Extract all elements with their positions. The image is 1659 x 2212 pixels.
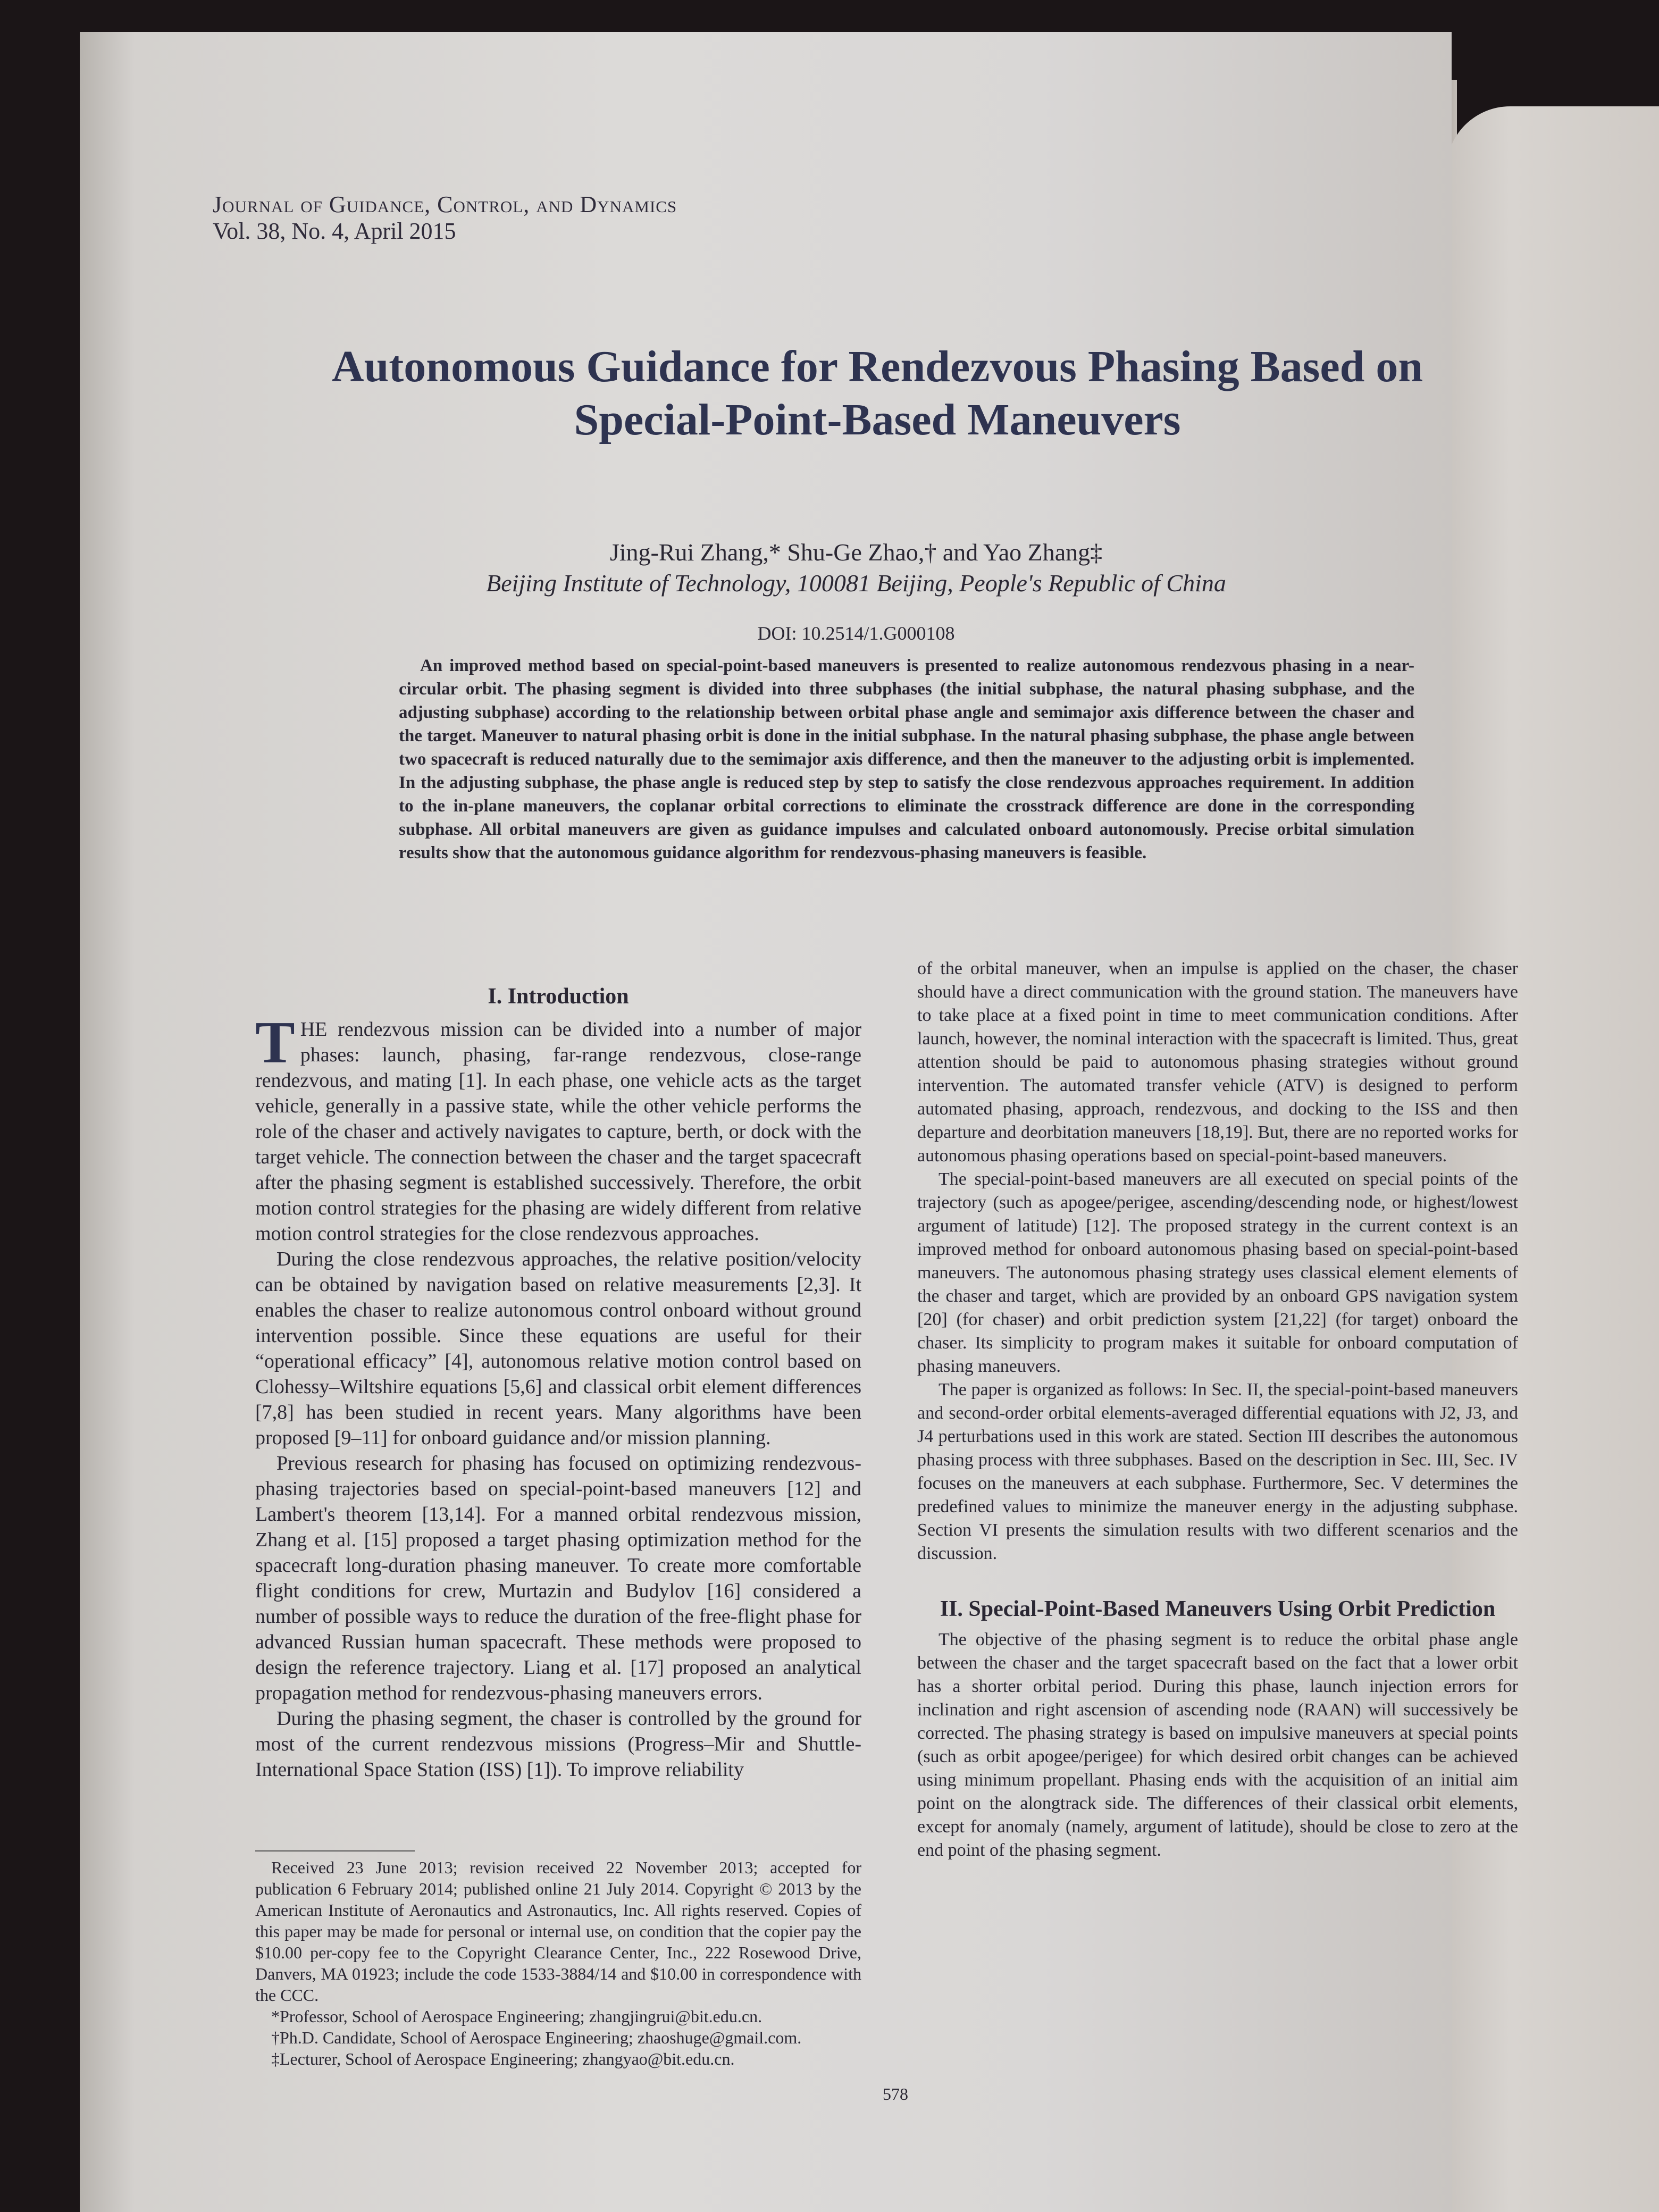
- paragraph: The special-point-based maneuvers are all executed on special points of the trajectory (such as apogee/perigee, ascending/descending node, or highest/lowest argument of latitude) [12]. The proposed strategy in the current context is an improved method for onboard autonomous phasing based on special-point-based maneuvers. The autonomous phasing strategy uses classical element elements of the chaser and target, which are provided by an onboard GPS navigation system [20] (for chaser) and orbit prediction system [21,22] (for target) onboard the chaser. Its simplicity to program makes it suitable for onboard computation of phasing maneuvers.: [917, 1169, 1518, 1376]
- footnote-author-1: *Professor, School of Aerospace Engineering; zhangjingrui@bit.edu.cn.: [271, 2007, 763, 2026]
- paper-page: [80, 32, 1518, 2212]
- footnotes: [255, 1850, 861, 2069]
- paragraph: The objective of the phasing segment is to reduce the orbital phase angle between the chaser and the target spacecraft based on the fact that a lower orbit has a shorter orbital period. During this phase, launch injection errors for inclination and right ascension of ascending node (RAAN) will successively be corrected. The phasing strategy is based on impulsive maneuvers at special points (such as orbit apogee/perigee) for which desired orbit changes can be achieved using minimum propellant. Phasing ends with the acquisition of an initial aim point on the alongtrack side. The differences of their classical orbit elements, except for anomaly (namely, argument of latitude), should be close to zero at the end point of the phasing segment.: [917, 1630, 1518, 1860]
- paragraph: of the orbital maneuver, when an impulse is applied on the chaser, the chaser should have a direct communication with the ground station. The maneuvers have to take place at a fixed point in time to meet communication conditions. After launch, however, the nominal interaction with the spacecraft is limited. Thus, great attention should be paid to autonomous phasing strategies without ground intervention. The automated transfer vehicle (ATV) is designed to perform automated phasing, approach, rendezvous, and docking to the ISS and then departure and deorbitation maneuvers [18,19]. But, there are no reported works for autonomous phasing operations based on special-point-based maneuvers.: [917, 959, 1518, 1166]
- drop-cap: T: [255, 1010, 295, 1076]
- journal-header: [213, 191, 677, 245]
- section-heading-special-point: II. Special-Point-Based Maneuvers Using Orbit Prediction: [940, 1597, 1496, 1621]
- affiliation: Beijing Institute of Technology, 100081 Beijing, People's Republic of China: [486, 569, 1226, 597]
- paragraph: [255, 1010, 861, 1246]
- footnote-author-3: ‡Lecturer, School of Aerospace Engineering; zhangyao@bit.edu.cn.: [271, 2049, 735, 2068]
- journal-name: Journal of Guidance, Control, and Dynamics: [213, 191, 677, 217]
- paragraph: The paper is organized as follows: In Sec. II, the special-point-based maneuvers and second-order orbital elements-averaged differential equations with J2, J3, and J4 perturbations used in this work are stated. Section III describes the autonomous phasing process with three subphases. Based on the description in Sec. III, Sec. IV focuses on the maneuvers at each subphase. Furthermore, Sec. V determines the predefined values to minimize the maneuver energy in the adjusting subphase. Section VI presents the simulation results with two different scenarios and the discussion.: [917, 1380, 1518, 1563]
- paper-title: Autonomous Guidance for Rendezvous Phasing Based on Special-Point-Based Maneuvers: [331, 342, 1423, 445]
- journal-issue: Vol. 38, No. 4, April 2015: [213, 218, 456, 244]
- doi: DOI: 10.2514/1.G000108: [757, 623, 955, 644]
- section-heading-introduction: I. Introduction: [488, 984, 629, 1009]
- footnote-rule: [255, 1850, 415, 1851]
- paragraph-text: HE rendezvous mission can be divided into a number of major phases: launch, phasing, far-range rendezvous, close-range rendezvous, and mating [1]. In each phase, one vehicle acts as the target vehicle, generally in a passive state, while the other vehicle performs the role of the chaser and actively navigates to capture, berth, or dock with the target vehicle. The connection between the chaser and the target spacecraft after the phasing segment is established successively. Therefore, the orbit motion control strategies for the phasing are widely different from relative motion control strategies for the close rendezvous approaches.: [255, 1018, 861, 1245]
- footnote-received: Received 23 June 2013; revision received 22 November 2013; accepted for publication 6 February 2014; published online 21 July 2014. Copyright © 2013 by the American Institute of Aeronautics and Astronautics, Inc. All rights reserved. Copies of this paper may be made for personal or internal use, on condition that the copier pay the $10.00 per-copy fee to the Copyright Clearance Center, Inc., 222 Rosewood Drive, Danvers, MA 01923; include the code 1533-3884/14 and $10.00 in correspondence with the CCC.: [255, 1858, 861, 2005]
- footnote-author-2: †Ph.D. Candidate, School of Aerospace Engineering; zhaoshuge@gmail.com.: [271, 2028, 802, 2047]
- right-column: [917, 957, 1518, 1862]
- paragraph: Previous research for phasing has focused on optimizing rendezvous-phasing trajectories based on special-point-based maneuvers [12] and Lambert's theorem [13,14]. For a manned orbital rendezvous mission, Zhang et al. [15] proposed a target phasing optimization method for the spacecraft long-duration phasing maneuver. To create more comfortable flight conditions for crew, Murtazin and Budylov [16] considered a number of possible ways to reduce the duration of the free-flight phase for advanced Russian human spacecraft. These methods were proposed to design the reference trajectory. Liang et al. [17] proposed an analytical propagation method for rendezvous-phasing maneuvers errors.: [255, 1452, 861, 1704]
- paragraph: During the phasing segment, the chaser is controlled by the ground for most of the current rendezvous missions (Progress–Mir and Shuttle-International Space Station (ISS) [1]). To improve reliability: [255, 1707, 861, 1781]
- page-number: 578: [883, 2084, 908, 2104]
- abstract: An improved method based on special-point-based maneuvers is presented to realize autonomous rendezvous phasing in a near-circular orbit. The phasing segment is divided into three subphases (the initial subphase, the natural phasing subphase, and the adjusting subphase) according to the relationship between orbital phase angle and semimajor axis difference between the chaser and the target. Maneuver to natural phasing orbit is done in the initial subphase. In the natural phasing subphase, the phase angle between two spacecraft is reduced naturally due to the semimajor axis difference, and then the maneuver to the adjusting orbit is implemented. In the adjusting subphase, the phase angle is reduced step by step to satisfy the close rendezvous approaches requirement. In addition to the in-plane maneuvers, the coplanar orbital corrections to eliminate the crosstrack difference are done in the corresponding subphase. All orbital maneuvers are given as guidance impulses and calculated onboard autonomously. Precise orbital simulation results show that the autonomous guidance algorithm for rendezvous-phasing maneuvers is feasible.: [399, 656, 1414, 862]
- paragraph: During the close rendezvous approaches, the relative position/velocity can be obtained by navigation based on relative measurements [2,3]. It enables the chaser to realize autonomous control onboard without ground intervention possible. Since these equations are useful for their “operational efficacy” [4], autonomous relative motion control based on Clohessy–Wiltshire equations [5,6] and classical orbit element differences [7,8] has been studied in recent years. Many algorithms have been proposed [9–11] for onboard guidance and/or mission planning.: [255, 1248, 861, 1449]
- author-list: Jing-Rui Zhang,* Shu-Ge Zhao,† and Yao Zhang‡: [609, 539, 1103, 566]
- left-column: [255, 984, 861, 1782]
